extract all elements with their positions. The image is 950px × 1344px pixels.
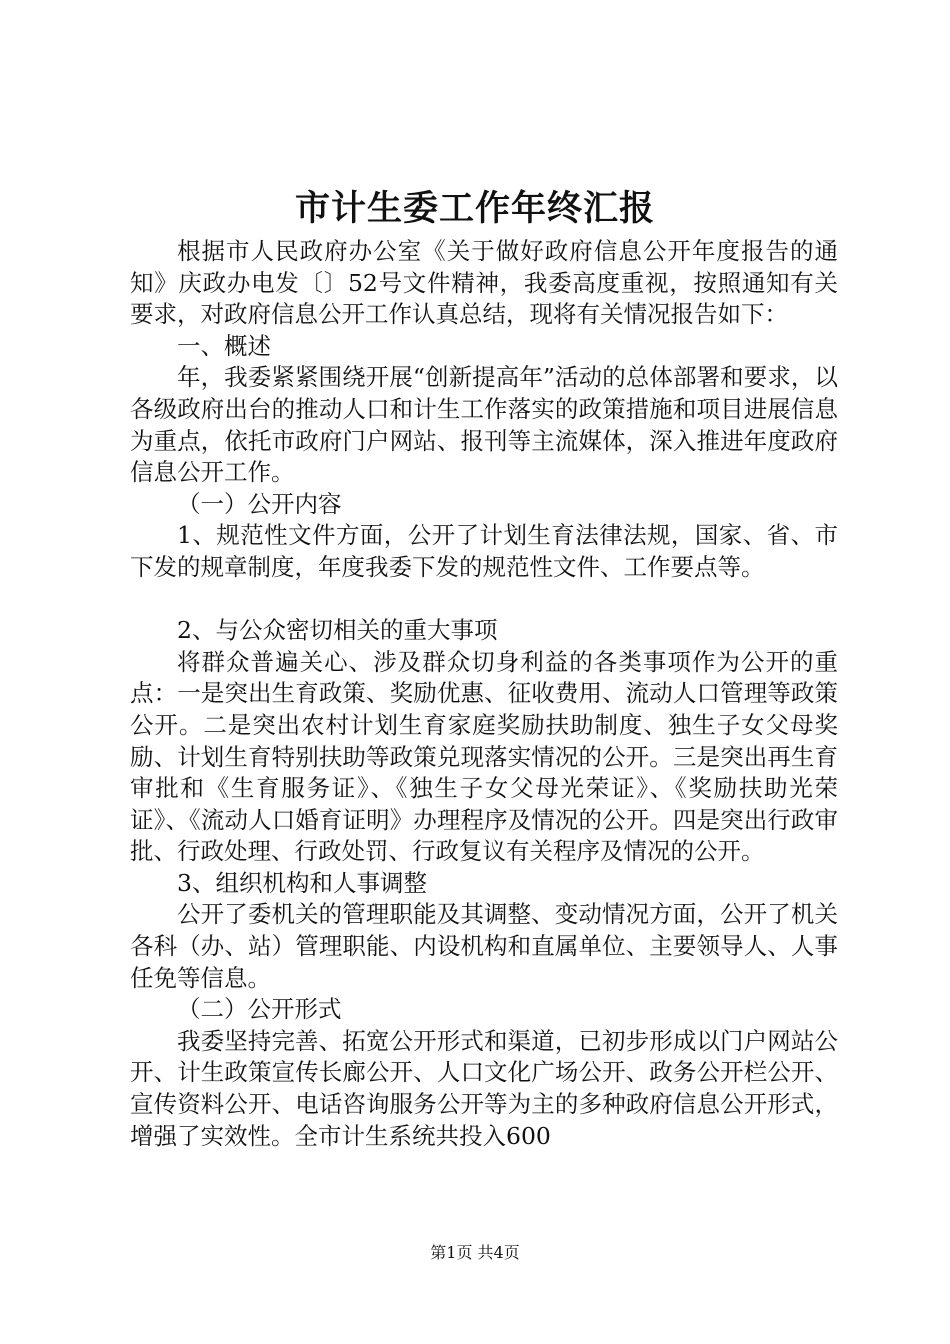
item-2-paragraph: 将群众普遍关心、涉及群众切身利益的各类事项作为公开的重点：一是突出生育政策、奖励优惠、征收费用、流动人口管理等政策公开。二是突出农村计划生育家庭奖励扶助制度、独生子女父母奖励、计划生育特别扶助等政策兑现落实情况的公开。三是突出再生育审批和《生育服务证》、《独生子女父母光荣证》、《奖励扶助光荣证》、《流动人口婚育证明》办理程序及情况的公开。四是突出行政审批、行政处理、行政处罚、行政复议有关程序及情况的公开。 xyxy=(130,647,838,866)
subsection-heading-content: （一）公开内容 xyxy=(177,489,342,518)
subsection-heading-form: （二）公开形式 xyxy=(177,995,342,1024)
item-2-heading: 2、与公众密切相关的重大事项 xyxy=(177,616,498,645)
item-3-paragraph: 公开了委机关的管理职能及其调整、变动情况方面，公开了机关各科（办、站）管理职能、内设机构和直属单位、主要领导人、人事任免等信息。 xyxy=(130,900,838,992)
form-paragraph: 我委坚持完善、拓宽公开形式和渠道，已初步形成以门户网站公开、计生政策宣传长廊公开、人口文化广场公开、政务公开栏公开、宣传资料公开、电话咨询服务公开等为主的多种政府信息公开形式，增强了实效性。全市计生系统共投入600 xyxy=(130,1026,838,1150)
section-heading-overview: 一、概述 xyxy=(177,331,271,360)
item-3-heading: 3、组织机构和人事调整 xyxy=(177,868,427,897)
item-1-paragraph: 1、规范性文件方面，公开了计划生育法律法规，国家、省、市下发的规章制度，年度我委下发的规范性文件、工作要点等。 xyxy=(130,521,838,581)
overview-paragraph: 年，我委紧紧围绕开展“创新提高年”活动的总体部署和要求，以各级政府出台的推动人口和计生工作落实的政策措施和项目进展信息为重点，依托市政府门户网站、报刊等主流媒体，深入推进年度政府信息公开工作。 xyxy=(130,363,838,487)
page-number: 第1页 共4页 xyxy=(430,1243,520,1262)
document-title: 市计生委工作年终汇报 xyxy=(294,188,655,229)
intro-paragraph: 根据市人民政府办公室《关于做好政府信息公开年度报告的通知》庆政办电发〔〕52号文件精神，我委高度重视，按照通知有关要求，对政府信息公开工作认真总结，现将有关情况报告如下： xyxy=(130,237,838,329)
document-body xyxy=(130,236,838,1152)
